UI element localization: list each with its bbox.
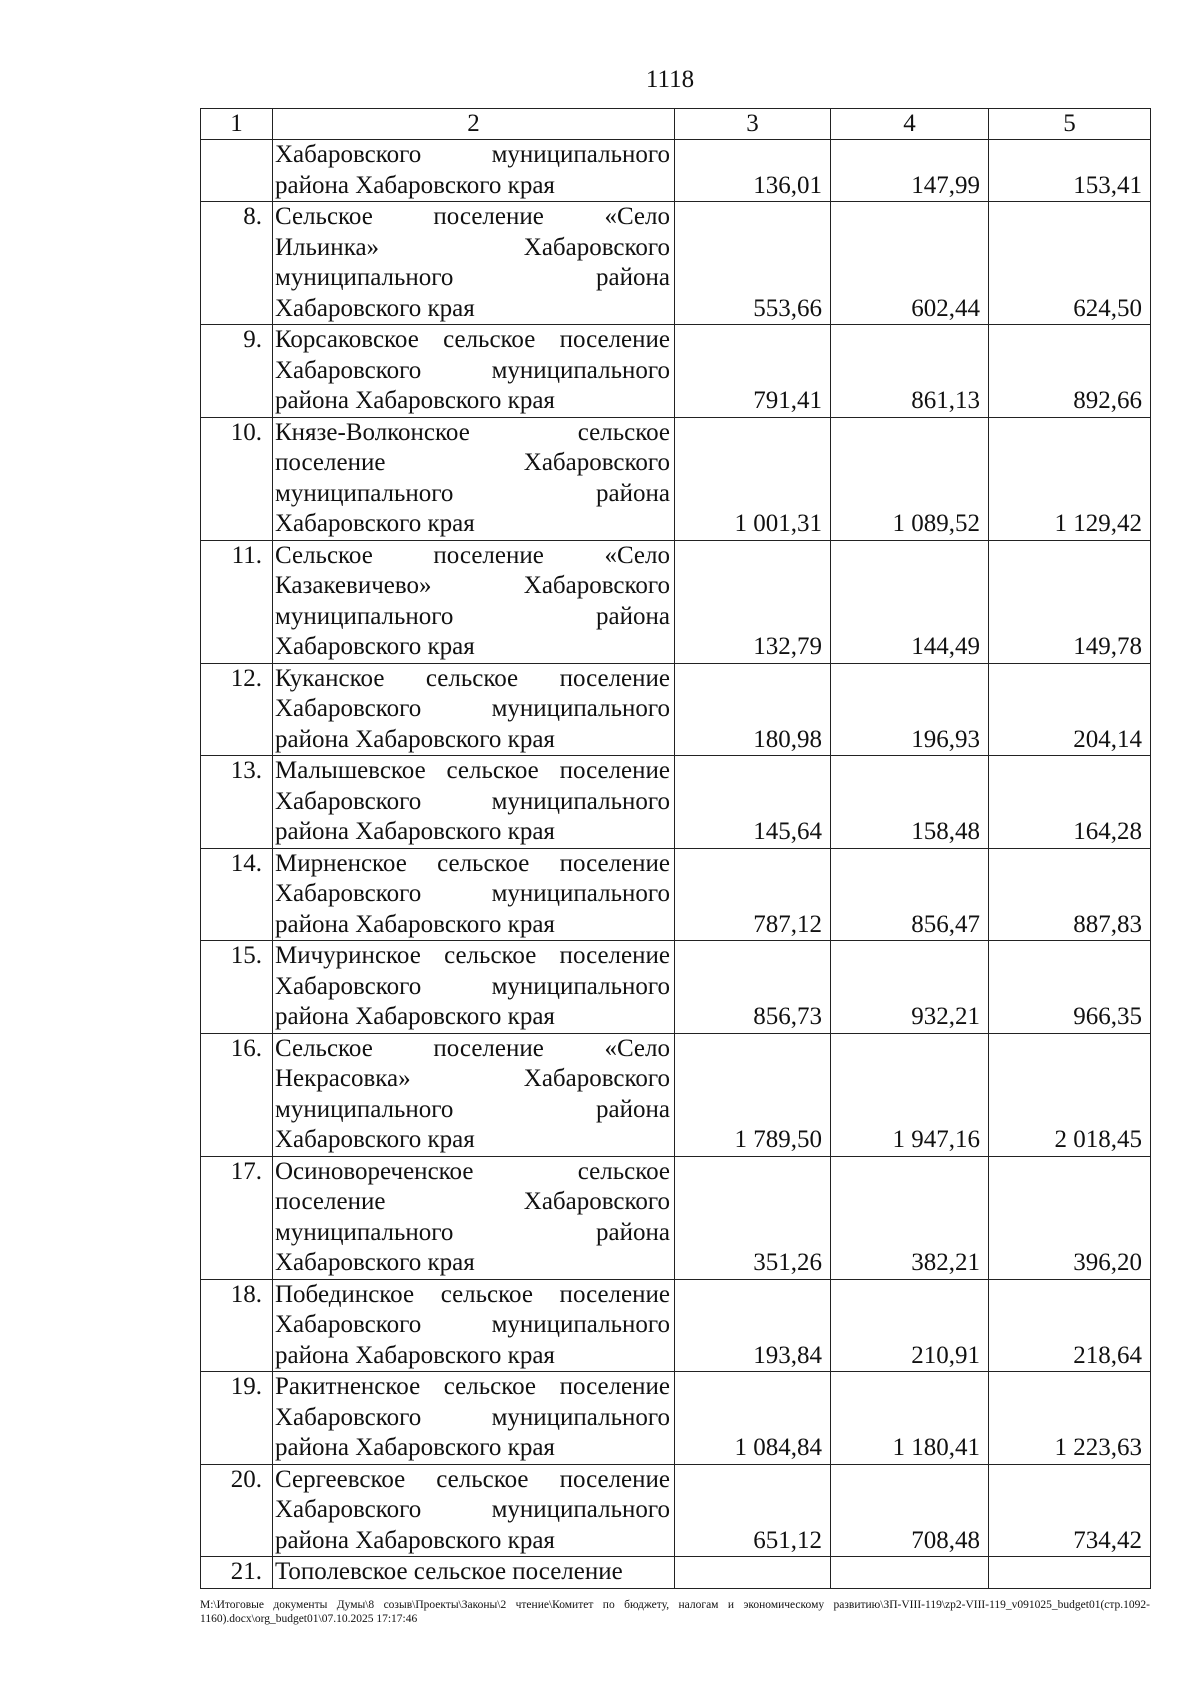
value-col-3: 1 001,31 <box>675 417 831 540</box>
table-row <box>201 140 1151 202</box>
value-col-3: 351,26 <box>675 1156 831 1279</box>
value-col-3: 132,79 <box>675 540 831 663</box>
table-row <box>201 1557 1151 1589</box>
settlement-name: Сельское поселение «Село Некрасовка» Хабаровского муниципального района Хабаровского края <box>273 1033 675 1156</box>
value-col-5: 1 129,42 <box>989 417 1151 540</box>
column-header-5: 5 <box>989 109 1151 140</box>
row-number: 16. <box>201 1033 273 1156</box>
value-col-5: 624,50 <box>989 202 1151 325</box>
value-col-5 <box>989 1557 1151 1589</box>
row-number: 13. <box>201 756 273 849</box>
row-number: 14. <box>201 848 273 941</box>
budget-table <box>200 108 1151 1589</box>
value-col-5: 1 223,63 <box>989 1372 1151 1465</box>
settlement-name: Малышевское сельское поселение Хабаровского муниципального района Хабаровского края <box>273 756 675 849</box>
value-col-4: 382,21 <box>831 1156 989 1279</box>
value-col-4: 196,93 <box>831 663 989 756</box>
table-row <box>201 756 1151 849</box>
column-header-3: 3 <box>675 109 831 140</box>
value-col-5: 892,66 <box>989 325 1151 418</box>
value-col-4: 856,47 <box>831 848 989 941</box>
value-col-3: 553,66 <box>675 202 831 325</box>
value-col-3: 787,12 <box>675 848 831 941</box>
table-row <box>201 663 1151 756</box>
table-row <box>201 325 1151 418</box>
value-col-3: 193,84 <box>675 1279 831 1372</box>
settlement-name: Сельское поселение «Село Ильинка» Хабаровского муниципального района Хабаровского края <box>273 202 675 325</box>
table-row <box>201 1464 1151 1557</box>
value-col-5: 396,20 <box>989 1156 1151 1279</box>
value-col-5: 218,64 <box>989 1279 1151 1372</box>
settlement-name: Тополевское сельское поселение <box>273 1557 675 1589</box>
value-col-4: 210,91 <box>831 1279 989 1372</box>
settlement-name: Сельское поселение «Село Казакевичево» Хабаровского муниципального района Хабаровского края <box>273 540 675 663</box>
table-header-row <box>201 109 1151 140</box>
value-col-4: 932,21 <box>831 941 989 1034</box>
value-col-5: 204,14 <box>989 663 1151 756</box>
value-col-5: 966,35 <box>989 941 1151 1034</box>
row-number: 11. <box>201 540 273 663</box>
table-row <box>201 848 1151 941</box>
table-row <box>201 941 1151 1034</box>
settlement-name: Мичуринское сельское поселение Хабаровского муниципального района Хабаровского края <box>273 941 675 1034</box>
row-number: 20. <box>201 1464 273 1557</box>
settlement-name: Хабаровского муниципального района Хабаровского края <box>273 140 675 202</box>
row-number: 9. <box>201 325 273 418</box>
table-row <box>201 1033 1151 1156</box>
column-header-1: 1 <box>201 109 273 140</box>
settlement-name: Сергеевское сельское поселение Хабаровского муниципального района Хабаровского края <box>273 1464 675 1557</box>
table-row <box>201 1156 1151 1279</box>
value-col-5: 149,78 <box>989 540 1151 663</box>
value-col-4: 602,44 <box>831 202 989 325</box>
value-col-4 <box>831 1557 989 1589</box>
value-col-4: 861,13 <box>831 325 989 418</box>
column-header-4: 4 <box>831 109 989 140</box>
table-row <box>201 202 1151 325</box>
settlement-name: Ракитненское сельское поселение Хабаровского муниципального района Хабаровского края <box>273 1372 675 1465</box>
row-number: 19. <box>201 1372 273 1465</box>
settlement-name: Мирненское сельское поселение Хабаровского муниципального района Хабаровского края <box>273 848 675 941</box>
settlement-name: Осиновореченское сельское поселение Хабаровского муниципального района Хабаровского края <box>273 1156 675 1279</box>
value-col-4: 158,48 <box>831 756 989 849</box>
value-col-4: 1 089,52 <box>831 417 989 540</box>
column-header-2: 2 <box>273 109 675 140</box>
value-col-3: 180,98 <box>675 663 831 756</box>
value-col-3: 651,12 <box>675 1464 831 1557</box>
value-col-3: 856,73 <box>675 941 831 1034</box>
value-col-5: 734,42 <box>989 1464 1151 1557</box>
table-row <box>201 417 1151 540</box>
value-col-3: 1 789,50 <box>675 1033 831 1156</box>
row-number <box>201 140 273 202</box>
settlement-name: Побединское сельское поселение Хабаровского муниципального района Хабаровского края <box>273 1279 675 1372</box>
value-col-3 <box>675 1557 831 1589</box>
value-col-3: 1 084,84 <box>675 1372 831 1465</box>
value-col-3: 145,64 <box>675 756 831 849</box>
value-col-4: 147,99 <box>831 140 989 202</box>
settlement-name: Князе-Волконское сельское поселение Хабаровского муниципального района Хабаровского края <box>273 417 675 540</box>
file-path-footer: M:\Итоговые документы Думы\8 созыв\Проекты\Законы\2 чтение\Комитет по бюджету, налогам и экономическому развитию\ЗП-VIII-119\zp2-VIII-119_v091025_budget01(стр.1092-1160).docx\org_budget01\07.10.2025 17:17:46 <box>200 1599 1150 1625</box>
value-col-3: 791,41 <box>675 325 831 418</box>
row-number: 10. <box>201 417 273 540</box>
settlement-name: Куканское сельское поселение Хабаровского муниципального района Хабаровского края <box>273 663 675 756</box>
value-col-4: 1 947,16 <box>831 1033 989 1156</box>
row-number: 8. <box>201 202 273 325</box>
table-row <box>201 1279 1151 1372</box>
page-number: 1118 <box>645 66 695 93</box>
value-col-5: 887,83 <box>989 848 1151 941</box>
value-col-5: 153,41 <box>989 140 1151 202</box>
settlement-name: Корсаковское сельское поселение Хабаровского муниципального района Хабаровского края <box>273 325 675 418</box>
row-number: 15. <box>201 941 273 1034</box>
row-number: 18. <box>201 1279 273 1372</box>
table-row <box>201 540 1151 663</box>
value-col-4: 708,48 <box>831 1464 989 1557</box>
value-col-4: 144,49 <box>831 540 989 663</box>
row-number: 17. <box>201 1156 273 1279</box>
row-number: 12. <box>201 663 273 756</box>
table-row <box>201 1372 1151 1465</box>
value-col-5: 2 018,45 <box>989 1033 1151 1156</box>
row-number: 21. <box>201 1557 273 1589</box>
value-col-5: 164,28 <box>989 756 1151 849</box>
value-col-4: 1 180,41 <box>831 1372 989 1465</box>
value-col-3: 136,01 <box>675 140 831 202</box>
